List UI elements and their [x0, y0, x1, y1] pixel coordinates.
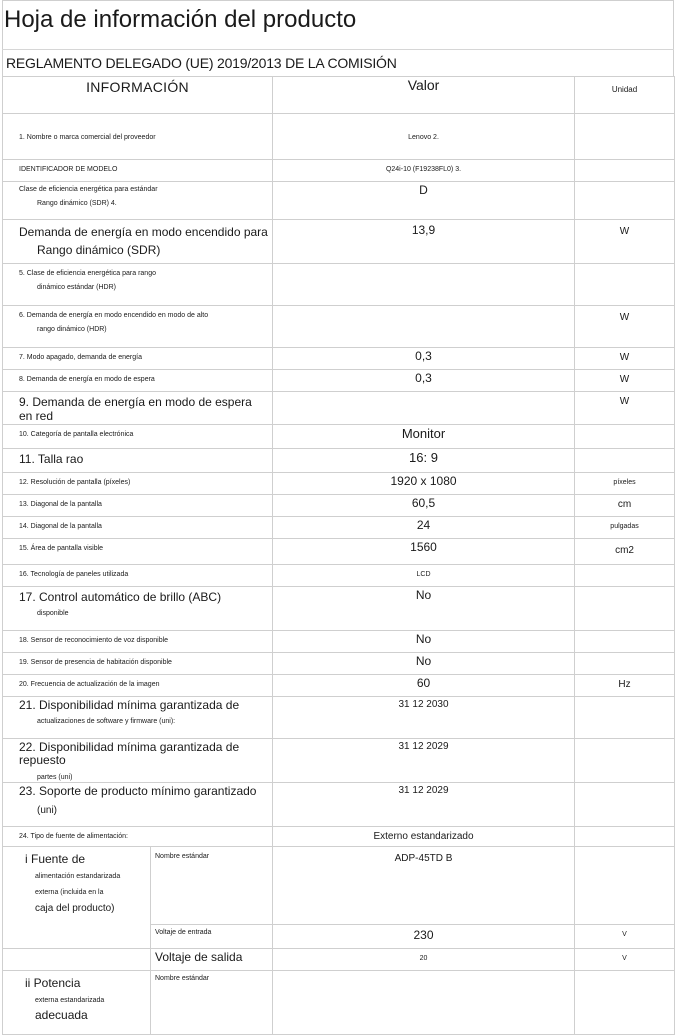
- row-value: 1560: [273, 538, 575, 564]
- psu-section-line2: externa (incluida en la: [35, 889, 104, 897]
- psu-section-title: i Fuente de: [25, 852, 86, 867]
- row-label: [3, 306, 273, 348]
- row-unit: [575, 971, 675, 1035]
- row-value: Lenovo 2.: [273, 114, 575, 160]
- row-unit: cm2: [575, 538, 675, 564]
- psu-section-line1: alimentación estandarizada: [35, 873, 121, 881]
- row-unit: píxeles: [575, 472, 675, 494]
- row-label: [3, 783, 273, 827]
- row-value: 0,3: [273, 370, 575, 392]
- psu-output-blank: [3, 949, 151, 971]
- row-value: No: [273, 586, 575, 630]
- table-row: [3, 630, 675, 652]
- row-label-line2: disponible: [37, 610, 69, 618]
- row-label-line2: (uni): [37, 805, 58, 817]
- header-info: INFORMACIÓN: [3, 77, 273, 114]
- row-unit: [575, 564, 675, 586]
- row-value: Externo estandarizado: [273, 827, 575, 847]
- row-value: Monitor: [273, 424, 575, 448]
- power-section-line2: adecuada: [35, 1008, 88, 1023]
- row-label-line1: 22. Disponibilidad mínima garantizada de repuesto: [19, 739, 240, 768]
- table-row: [3, 424, 675, 448]
- row-label: 11. Talla rao: [3, 448, 273, 472]
- row-value: D: [273, 182, 575, 220]
- psu-section-line3: caja del producto): [35, 903, 115, 915]
- row-value: 31 12 2030: [273, 696, 575, 738]
- table-row: [3, 652, 675, 674]
- row-label-line1: 21. Disponibilidad mínima garantizada de: [19, 697, 240, 712]
- row-value: 60: [273, 674, 575, 696]
- row-label: 18. Sensor de reconocimiento de voz disponible: [3, 630, 273, 652]
- row-value: [273, 306, 575, 348]
- product-info-table: [2, 76, 675, 1035]
- row-unit: [575, 652, 675, 674]
- row-label-line1: 17. Control automático de brillo (ABC): [19, 589, 222, 604]
- table-row: [3, 264, 675, 306]
- row-value: 0,3: [273, 348, 575, 370]
- regulation-subtitle: REGLAMENTO DELEGADO (UE) 2019/2013 DE LA COMISIÓN: [6, 55, 397, 71]
- psu-std-name-label: Nombre estándar: [151, 847, 273, 925]
- row-value: 60,5: [273, 494, 575, 516]
- power-section-title: ii Potencia: [25, 976, 81, 991]
- row-label: 1. Nombre o marca comercial del proveedor: [3, 114, 273, 160]
- row-value: LCD: [273, 564, 575, 586]
- psu-input-value: 230: [273, 925, 575, 949]
- table-row: [3, 348, 675, 370]
- row-label-line2: rango dinámico (HDR): [37, 326, 107, 334]
- row-value: [273, 392, 575, 425]
- row-label-line1: Clase de eficiencia energética para estándar: [19, 186, 158, 193]
- table-row: [3, 827, 675, 847]
- row-label: [3, 264, 273, 306]
- table-row: [3, 538, 675, 564]
- row-unit: [575, 114, 675, 160]
- row-label-line1: 5. Clase de eficiencia energética para rango: [19, 270, 156, 277]
- row-unit: cm: [575, 494, 675, 516]
- row-unit: [575, 783, 675, 827]
- row-unit: [575, 738, 675, 783]
- table-row: [3, 182, 675, 220]
- row-value: Q24i-10 (F19238FL0) 3.: [273, 160, 575, 182]
- power-std-name-value: [273, 971, 575, 1035]
- row-label: [3, 220, 273, 264]
- table-row: [3, 472, 675, 494]
- row-unit: [575, 160, 675, 182]
- row-label: 16. Tecnología de paneles utilizada: [3, 564, 273, 586]
- psu-output-value: 20: [273, 949, 575, 971]
- table-row: [3, 448, 675, 472]
- power-section-label: [3, 971, 151, 1035]
- row-unit: W: [575, 392, 675, 425]
- row-label: 15. Área de pantalla visible: [3, 538, 273, 564]
- table-row: [3, 674, 675, 696]
- title-divider: [2, 49, 674, 50]
- row-unit: pulgadas: [575, 516, 675, 538]
- row-label: 10. Categoría de pantalla electrónica: [3, 424, 273, 448]
- row-value: 31 12 2029: [273, 738, 575, 783]
- row-value: No: [273, 630, 575, 652]
- row-unit: [575, 424, 675, 448]
- row-label: 7. Modo apagado, demanda de energía: [3, 348, 273, 370]
- table-row: [3, 160, 675, 182]
- row-unit: [575, 827, 675, 847]
- row-label: 14. Diagonal de la pantalla: [3, 516, 273, 538]
- table-row: [3, 564, 675, 586]
- psu-input-unit: V: [575, 925, 675, 949]
- table-row: [3, 114, 675, 160]
- psu-input-label: Voltaje de entrada: [151, 925, 273, 949]
- row-value: 16: 9: [273, 448, 575, 472]
- power-std-name-label: Nombre estándar: [151, 971, 273, 1035]
- row-value: No: [273, 652, 575, 674]
- row-label-line2: actualizaciones de software y firmware (uni):: [37, 718, 176, 726]
- row-value: 24: [273, 516, 575, 538]
- row-label: 9. Demanda de energía en modo de espera en red: [3, 392, 273, 425]
- row-label-line2: dinámico estándar (HDR): [37, 284, 116, 292]
- row-label: 24. Tipo de fuente de alimentación:: [3, 827, 273, 847]
- row-unit: Hz: [575, 674, 675, 696]
- row-unit: W: [575, 348, 675, 370]
- row-label: IDENTIFICADOR DE MODELO: [3, 160, 273, 182]
- row-label: [3, 586, 273, 630]
- table-row: [3, 738, 675, 783]
- row-value: 1920 x 1080: [273, 472, 575, 494]
- row-unit: [575, 264, 675, 306]
- header-unit: Unidad: [575, 77, 675, 114]
- table-row: [3, 392, 675, 425]
- row-unit: [575, 586, 675, 630]
- row-label: 13. Diagonal de la pantalla: [3, 494, 273, 516]
- row-label-line1: 6. Demanda de energía en modo encendido en modo de alto: [19, 312, 209, 319]
- row-unit: [575, 182, 675, 220]
- row-value: [273, 264, 575, 306]
- row-unit: [575, 696, 675, 738]
- psu-output-label: Voltaje de salida: [151, 949, 273, 971]
- psu-output-unit: V: [575, 949, 675, 971]
- row-unit: W: [575, 306, 675, 348]
- row-label-line2: partes (uni): [37, 774, 73, 782]
- table-row: [3, 306, 675, 348]
- table-row: [3, 696, 675, 738]
- row-unit: [575, 630, 675, 652]
- table-row: [3, 494, 675, 516]
- power-section-line1: externa estandarizada: [35, 997, 105, 1005]
- row-unit: W: [575, 370, 675, 392]
- row-label: [3, 696, 273, 738]
- header-value: Valor: [273, 77, 575, 114]
- row-label: 19. Sensor de presencia de habitación disponible: [3, 652, 273, 674]
- row-label: 20. Frecuencia de actualización de la imagen: [3, 674, 273, 696]
- power-adequate-row: [3, 971, 675, 1035]
- row-label-line1: 23. Soporte de producto mínimo garantizado: [19, 784, 257, 799]
- row-unit: [575, 448, 675, 472]
- row-label: 8. Demanda de energía en modo de espera: [3, 370, 273, 392]
- table-header-row: [3, 77, 675, 114]
- table-row: [3, 586, 675, 630]
- psu-output-row: [3, 949, 675, 971]
- psu-standard-row: [3, 847, 675, 925]
- row-value: 31 12 2029: [273, 783, 575, 827]
- table-row: [3, 516, 675, 538]
- table-row: [3, 370, 675, 392]
- page-title: Hoja de información del producto: [4, 6, 357, 33]
- row-label: 12. Resolución de pantalla (píxeles): [3, 472, 273, 494]
- row-value: 13,9: [273, 220, 575, 264]
- row-unit: [575, 847, 675, 925]
- table-row: [3, 783, 675, 827]
- psu-std-name-value: ADP-45TD B: [273, 847, 575, 925]
- row-label: [3, 738, 273, 783]
- row-unit: W: [575, 220, 675, 264]
- row-label: [3, 182, 273, 220]
- psu-section-label: [3, 847, 151, 949]
- table-row: [3, 220, 675, 264]
- row-label-line2: Rango dinámico (SDR) 4.: [37, 200, 117, 208]
- row-label-line1: Demanda de energía en modo encendido para: [19, 225, 268, 239]
- row-label-line2: Rango dinámico (SDR): [37, 242, 161, 257]
